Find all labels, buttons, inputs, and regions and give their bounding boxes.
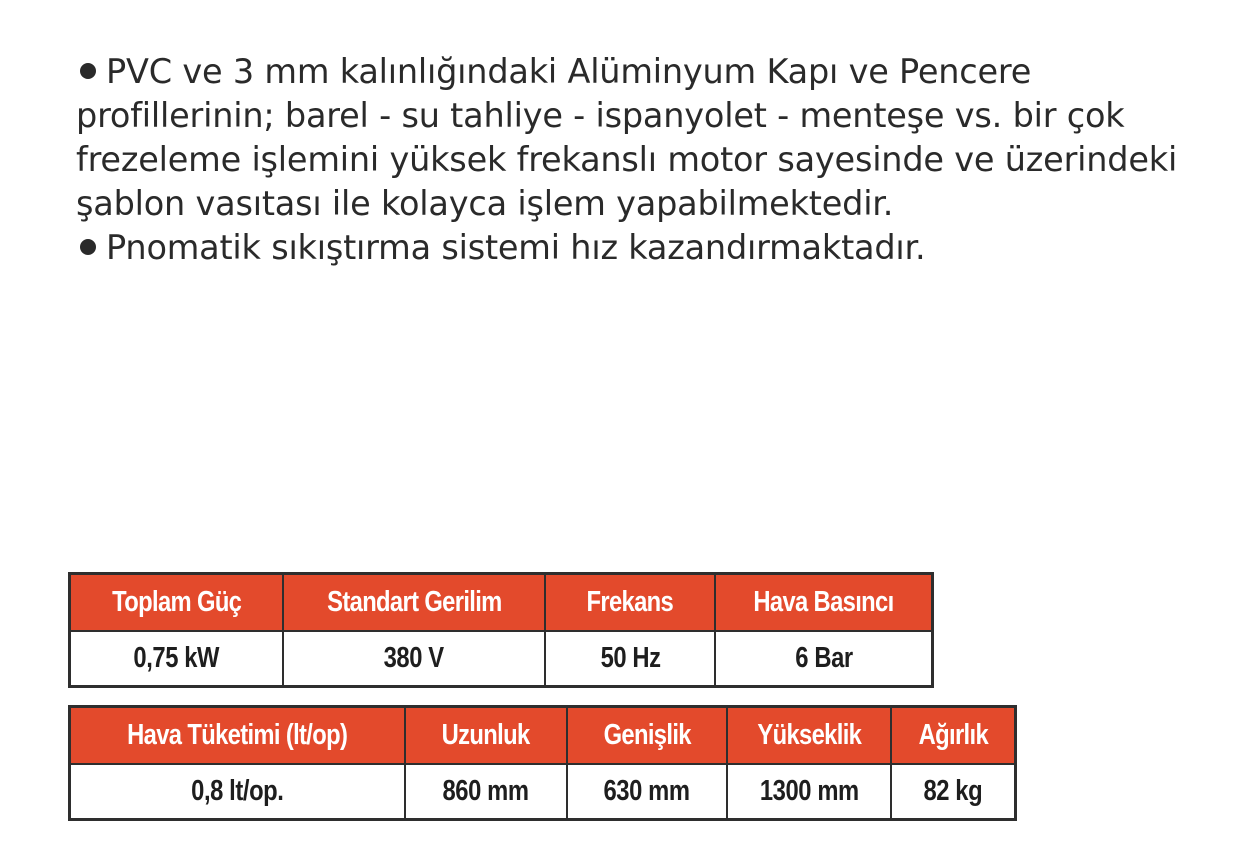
value-hava-tuketimi: 0,8 lt/op. bbox=[70, 764, 405, 820]
spec-value-row bbox=[70, 631, 933, 687]
bullet-dot-icon bbox=[80, 239, 96, 255]
header-genislik: Genişlik bbox=[567, 707, 727, 765]
value-standart-gerilim: 380 V bbox=[283, 631, 545, 687]
spec-value-row bbox=[70, 764, 1016, 820]
header-agirlik: Ağırlık bbox=[891, 707, 1015, 765]
value-uzunluk: 860 mm bbox=[405, 764, 567, 820]
spec-header-row bbox=[70, 707, 1016, 765]
bullet-1-line-4: şablon vasıtası ile kolayca işlem yapabilmektedir. bbox=[76, 184, 894, 223]
bullet-1-line-1: PVC ve 3 mm kalınlığındaki Alüminyum Kapı ve Pencere bbox=[106, 52, 1032, 91]
header-standart-gerilim: Standart Gerilim bbox=[283, 574, 545, 632]
value-yukseklik: 1300 mm bbox=[727, 764, 891, 820]
spec-header-row bbox=[70, 574, 933, 632]
header-yukseklik: Yükseklik bbox=[727, 707, 891, 765]
bullet-dot-icon bbox=[80, 63, 96, 79]
value-genislik: 630 mm bbox=[567, 764, 727, 820]
feature-bullets bbox=[76, 50, 1236, 270]
header-frekans: Frekans bbox=[545, 574, 716, 632]
value-agirlik: 82 kg bbox=[891, 764, 1015, 820]
spec-table-power bbox=[68, 572, 934, 688]
spec-table-dimensions bbox=[68, 705, 1017, 821]
header-hava-tuketimi: Hava Tüketimi (lt/op) bbox=[70, 707, 405, 765]
bullet-item-2 bbox=[76, 226, 1236, 270]
bullet-2-line-1: Pnomatik sıkıştırma sistemi hız kazandırmaktadır. bbox=[106, 228, 926, 267]
bullet-1-line-3: frezeleme işlemini yüksek frekanslı motor sayesinde ve üzerindeki bbox=[76, 140, 1178, 179]
value-hava-basinci: 6 Bar bbox=[715, 631, 932, 687]
header-toplam-guc: Toplam Güç bbox=[70, 574, 284, 632]
value-toplam-guc: 0,75 kW bbox=[70, 631, 284, 687]
bullet-1-line-2: profillerinin; barel - su tahliye - ispanyolet - menteşe vs. bir çok bbox=[76, 96, 1125, 135]
header-uzunluk: Uzunluk bbox=[405, 707, 567, 765]
value-frekans: 50 Hz bbox=[545, 631, 716, 687]
header-hava-basinci: Hava Basıncı bbox=[715, 574, 932, 632]
bullet-item-1 bbox=[76, 50, 1236, 226]
